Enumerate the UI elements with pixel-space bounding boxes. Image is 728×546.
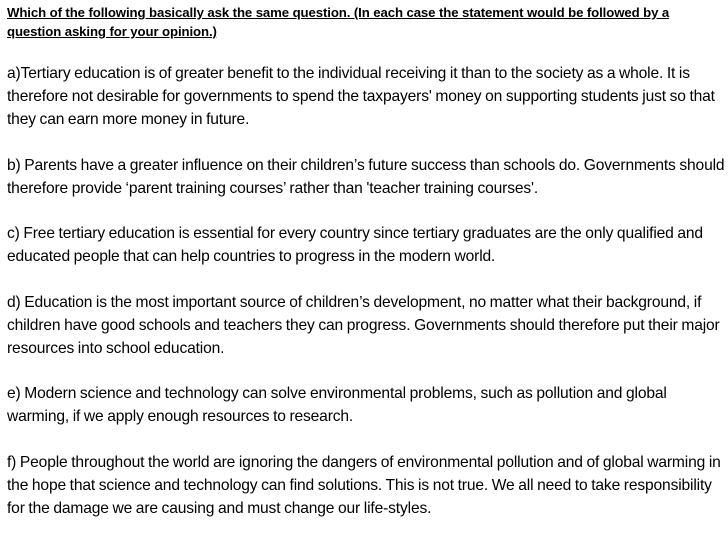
statement-a: a)Tertiary education is of greater benefit to the individual receiving it than to the society as a whole. It is therefore not desirable for governments to spend the taxpayers' money on supporting students just so that they can earn more money in future. (7, 65, 715, 128)
statement-e: e) Modern science and technology can solve environmental problems, such as pollution and global warming, if we apply enough resources to research. (7, 385, 667, 425)
statement-list (7, 62, 725, 520)
statement-b: b) Parents have a greater influence on their children’s future success than schools do. Governments should therefore provide ‘parent training courses’ rather than 'teacher training courses'. (7, 156, 725, 197)
slide-content (7, 3, 725, 542)
statement-c: c) Free tertiary education is essential for every country since tertiary graduates are the only qualified and educated people that can help countries to progress in the modern world. (7, 225, 703, 265)
statement-d: d) Education is the most important source of children’s development, no matter what their background, if children have good schools and teachers they can progress. Governments should therefore put their major resources into school education. (7, 293, 720, 357)
statement-f: f) People throughout the world are ignoring the dangers of environmental pollution and of global warming in the hope that science and technology can find solutions. This is not true. We all need to take responsibility for the damage we are causing and must change our life-styles. (7, 453, 721, 517)
question-heading: Which of the following basically ask the same question. (In each case the statement would be followed by a question asking for your opinion.) (7, 5, 670, 39)
